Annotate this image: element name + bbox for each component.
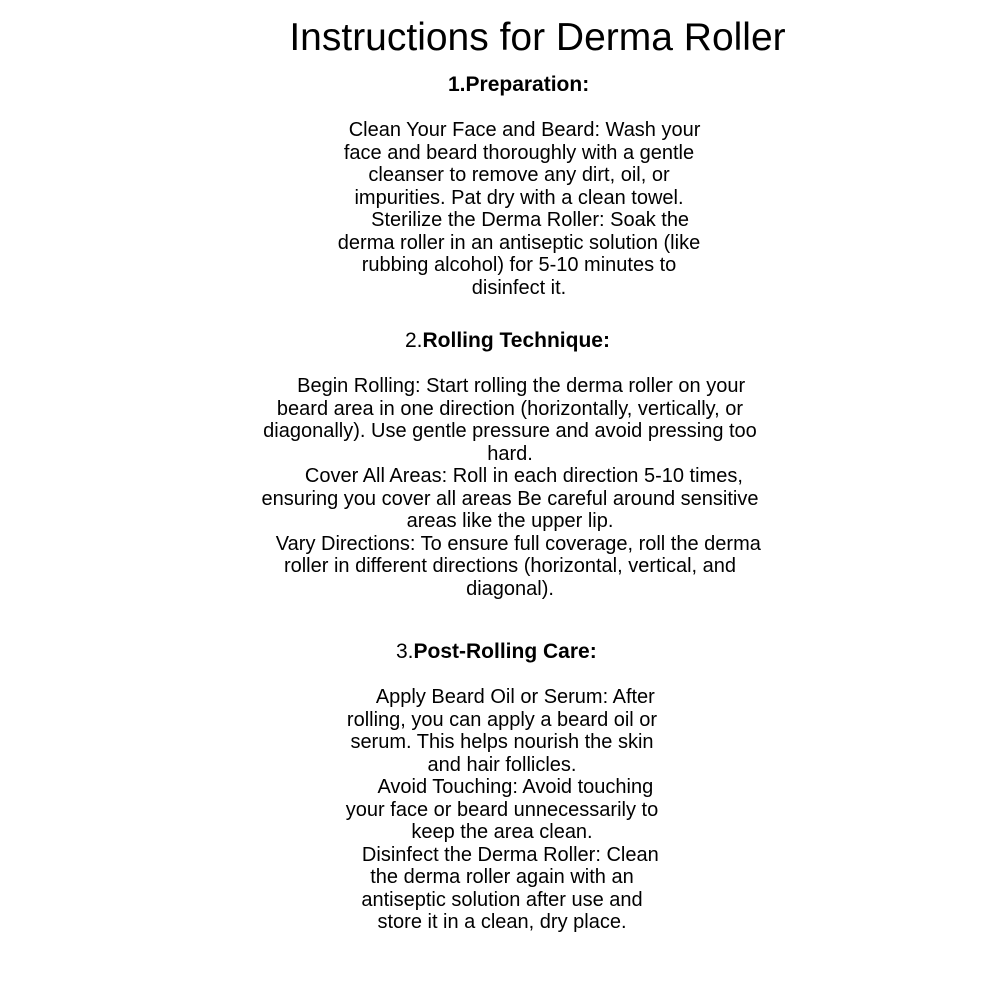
text-line: cleanser to remove any dirt, oil, or [368, 164, 670, 186]
page-title: Instructions for Derma Roller [289, 16, 786, 59]
text-line: ensuring you cover all areas Be careful around sensitive [261, 487, 759, 510]
section-heading-post-rolling-care [396, 639, 597, 665]
text-line: disinfect it. [471, 276, 567, 299]
section-title: Post-Rolling Care: [413, 640, 597, 663]
section-title: Preparation: [465, 73, 590, 96]
text-line: diagonally). Use gentle pressure and avoid pressing too [263, 420, 757, 442]
text-line: areas like the upper lip. [406, 510, 614, 532]
text-line: hard. [487, 442, 533, 465]
text-line: Apply Beard Oil or Serum: After [349, 686, 655, 708]
text-line: Vary Directions: To ensure full coverage, roll the derma [259, 532, 761, 555]
section-body-post-rolling-care [0, 686, 1000, 934]
text-line: your face or beard unnecessarily to [345, 798, 659, 821]
text-line: Begin Rolling: Start rolling the derma roller on your [274, 375, 746, 397]
text-line: face and beard thoroughly with a gentle [343, 141, 695, 164]
text-line: serum. This helps nourish the skin [350, 731, 654, 753]
section-number: 1. [448, 73, 466, 96]
section-heading-rolling-technique [405, 328, 610, 354]
text-line: keep the area clean. [411, 821, 593, 843]
section-heading-preparation [448, 72, 589, 98]
text-line: rubbing alcohol) for 5-10 minutes to [361, 254, 677, 276]
text-line: Disinfect the Derma Roller: Clean [345, 843, 659, 866]
text-line: Sterilize the Derma Roller: Soak the [348, 209, 690, 231]
section-number: 3. [396, 640, 414, 663]
text-line: impurities. Pat dry with a clean towel. [354, 186, 684, 209]
section-title: Rolling Technique: [422, 329, 610, 352]
text-line: rolling, you can apply a beard oil or [346, 708, 658, 731]
text-line: and hair follicles. [427, 753, 577, 776]
text-line: roller in different directions (horizontal, vertical, and [283, 555, 737, 577]
text-line: beard area in one direction (horizontally, vertically, or [276, 397, 744, 420]
section-body-rolling-technique [0, 375, 1000, 600]
text-line: derma roller in an antiseptic solution (like [337, 231, 701, 254]
text-line: Clean Your Face and Beard: Wash your [337, 119, 701, 141]
section-number: 2. [405, 329, 423, 352]
text-line: store it in a clean, dry place. [377, 911, 627, 933]
text-line: the derma roller again with an [370, 866, 634, 888]
section-body-preparation [0, 119, 1000, 299]
text-line: Cover All Areas: Roll in each direction 5-10 times, [277, 465, 743, 487]
text-line: antiseptic solution after use and [361, 888, 643, 911]
text-line: Avoid Touching: Avoid touching [350, 776, 654, 798]
text-line: diagonal). [466, 577, 554, 600]
